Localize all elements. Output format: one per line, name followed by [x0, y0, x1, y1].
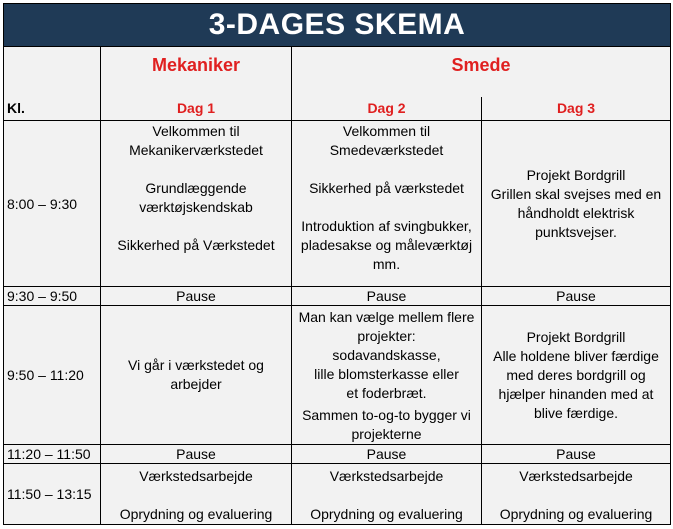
dag3-header-cell: [482, 97, 671, 121]
cell-line: med deres bordgrill og: [506, 366, 646, 383]
time-label: 11:20 – 11:50: [7, 446, 91, 462]
pause-label: Pause: [556, 288, 596, 304]
pause-cell-dag1: [101, 287, 292, 306]
time-cell: [3, 306, 101, 445]
cell-line: Grillen skal svejses med en: [490, 185, 662, 202]
cell-line: Velkommen til: [152, 123, 240, 139]
schedule-title: 3-DAGES SKEMA: [3, 3, 671, 47]
schedule-cell-dag2: [292, 306, 482, 445]
schedule-sheet: [3, 3, 671, 525]
time-label: 11:50 – 13:15: [7, 486, 92, 502]
time-label: 8:00 – 9:30: [7, 195, 78, 212]
time-cell: [3, 121, 101, 287]
cell-line: blive færdige.: [533, 404, 619, 421]
cell-line: lille blomsterkasse eller: [314, 366, 459, 382]
cell-line: arbejder: [170, 376, 222, 392]
schedule-cell-dag1: [101, 121, 292, 287]
cell-line: Projekt Bordgrill: [526, 166, 626, 183]
dag1-label: Dag 1: [176, 100, 216, 116]
time-cell: [3, 287, 101, 306]
schedule-cell-dag1: [101, 306, 292, 445]
cell-line: Mekanikerværkstedet: [129, 142, 263, 158]
pause-label: Pause: [176, 288, 216, 304]
cell-line: punktsvejser.: [535, 223, 617, 240]
pause-cell-dag2: [292, 445, 482, 464]
cell-line: Oprydning og evaluering: [310, 506, 463, 522]
pause-label: Pause: [366, 446, 407, 462]
schedule-cell-dag1: [101, 464, 292, 525]
kl-label: Kl.: [7, 100, 25, 116]
pause-cell-dag3: [482, 287, 671, 306]
cell-line: Sammen to-og-to bygger vi: [302, 407, 471, 423]
time-label: 9:50 – 11:20: [7, 367, 84, 383]
schedule-cell-dag3: [482, 464, 671, 525]
cell-line: mm.: [372, 256, 401, 272]
cell-line: Sikkerhed på Værkstedet: [117, 237, 275, 253]
pause-cell-dag1: [101, 445, 292, 464]
cell-line: Grundlæggende: [145, 180, 247, 196]
cell-line: Smedeværkstedet: [329, 142, 444, 158]
cell-line: Værkstedsarbejde: [329, 468, 444, 484]
cell-line: Velkommen til: [342, 123, 431, 139]
cell-line: Sikkerhed på værkstedet: [309, 180, 464, 196]
cell-line: Projekt Bordgrill: [526, 328, 626, 345]
cell-line: projekterne: [351, 426, 422, 442]
mekaniker-group-label: Mekaniker: [151, 55, 241, 75]
cell-line: Værkstedsarbejde: [139, 468, 253, 484]
cell-line: Værkstedsarbejde: [519, 468, 633, 484]
cell-line: Alle holdene bliver færdige: [493, 347, 659, 364]
mekaniker-header-cell: [101, 47, 292, 121]
cell-line: hjælper hinanden med at: [498, 385, 654, 402]
kl-header-cell: [3, 47, 101, 121]
schedule-cell-dag3: [482, 306, 671, 445]
schedule-cell-dag2: [292, 121, 482, 287]
dag2-label: Dag 2: [367, 100, 406, 116]
time-cell: [3, 464, 101, 525]
pause-cell-dag3: [482, 445, 671, 464]
smede-header-cell: [292, 47, 671, 97]
time-label: 9:30 – 9:50: [7, 288, 78, 304]
pause-label: Pause: [366, 288, 407, 304]
schedule-cell-dag3: [482, 121, 671, 287]
pause-label: Pause: [556, 446, 596, 462]
time-cell: [3, 445, 101, 464]
cell-line: håndholdt elektrisk: [517, 204, 635, 221]
cell-line: Oprydning og evaluering: [119, 506, 273, 522]
pause-cell-dag2: [292, 287, 482, 306]
cell-line: Man kan vælge mellem flere: [298, 309, 475, 325]
cell-line: Oprydning og evaluering: [499, 506, 653, 522]
dag3-label: Dag 3: [556, 100, 596, 116]
cell-line: værktøjskendskab: [139, 199, 253, 215]
pause-label: Pause: [176, 446, 216, 462]
cell-line: projekter:: [357, 328, 416, 344]
cell-line: et foderbræt.: [346, 385, 427, 401]
cell-line: Vi går i værkstedet og: [128, 357, 264, 373]
dag2-header-cell: [292, 97, 482, 121]
cell-line: pladesakse og måleværktøj: [300, 237, 473, 253]
cell-line: Introduktion af svingbukker,: [301, 218, 472, 234]
schedule-cell-dag2: [292, 464, 482, 525]
cell-line: sodavandskasse,: [332, 347, 441, 363]
smede-group-label: Smede: [451, 55, 511, 75]
